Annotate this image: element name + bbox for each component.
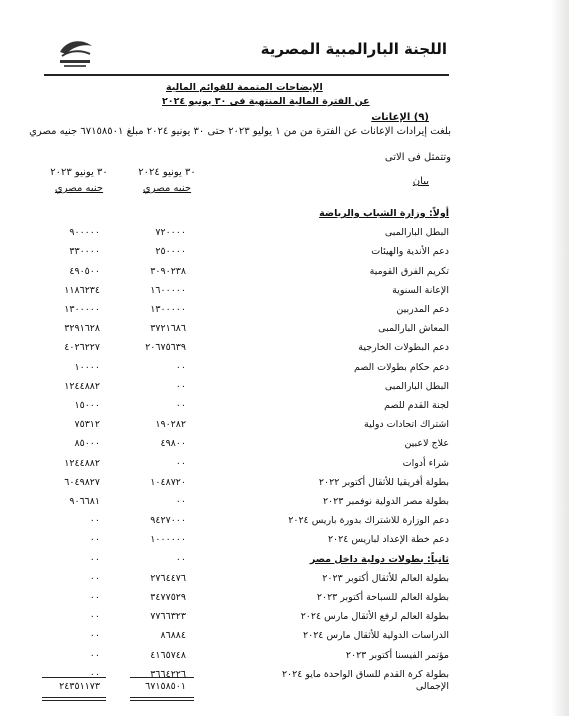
prior-period-unit: جنيه مصري: [54, 183, 104, 194]
current-value: ٢٧٦٤٤٧٦: [150, 572, 186, 584]
total-current-value: ٦٧١٥٨٥٠١: [145, 681, 186, 692]
row-label: شراء أدوات: [402, 457, 449, 469]
row-label: دعم حكام بطولات الصم: [354, 361, 449, 373]
prior-value: ١٣٠٠٠٠٠: [64, 304, 100, 315]
current-value: ٣٤٧٧٥٢٩: [150, 592, 186, 603]
row-label: مؤتمر الفيسنا أكتوبر ٢٠٢٣: [345, 649, 449, 661]
intro-text: بلغت إيرادات الإعانات عن الفترة من من ١ يوليو ٢٠٢٣ حتى ٣٠ يونيو ٢٠٢٤ مبلغ ٦٧١٥٨٥٠١ جنيه مصري: [29, 126, 451, 137]
row-label: البطل البارالمبى: [384, 227, 449, 239]
table-row: [0, 264, 569, 283]
header-divider: [44, 74, 449, 76]
prior-value: ٩٠٦٦٨١: [69, 496, 100, 507]
current-value: ٠٠: [175, 400, 186, 411]
current-period-unit: جنيه مصري: [142, 183, 192, 194]
table-row: [0, 436, 569, 455]
total-prior-value: ٢٤٣٥١١٧٣: [59, 681, 100, 692]
current-value: ٤١٦٥٧٤٨: [150, 649, 186, 661]
prior-value: ١٠٠٠٠: [74, 361, 100, 373]
row-label: المعاش البارالمبى: [378, 323, 449, 335]
table-row: [0, 648, 569, 667]
intro-text-continued: وتتمثل فى الاتى: [384, 152, 451, 163]
row-label: دعم خطة الإعداد لباريس ٢٠٢٤: [327, 534, 449, 546]
current-value: ١٠٠٠٠٠٠: [150, 534, 186, 546]
current-value: ٠٠: [175, 496, 186, 507]
current-value: ٢٠٦٧٥٦٣٩: [145, 342, 186, 354]
current-value: ٠٠: [175, 457, 186, 469]
row-label: البطل البارالمبى: [384, 380, 449, 392]
current-value: ٣٠٩٠٢٣٨: [150, 265, 186, 277]
description-column-header: بيان: [412, 176, 429, 187]
current-value: ٧٧٦٦٣٢٣: [150, 611, 186, 623]
table-row: [0, 456, 569, 475]
row-label: علاج لاعبين: [404, 438, 449, 450]
row-label: بطولة العالم لرفع الأثقال مارس ٢٠٢٤: [300, 611, 449, 623]
current-value: ٤٩٨٠٠: [160, 438, 186, 450]
row-label: دعم الوزارة للاشتراك بدورة باريس ٢٠٢٤: [288, 515, 449, 527]
total-label: الإجمالى: [415, 681, 449, 692]
table-row: [0, 628, 569, 647]
total-rule-current: [130, 677, 194, 678]
table-row: [0, 417, 569, 436]
table-row: [0, 532, 569, 551]
table-row: [0, 513, 569, 532]
row-label: دعم البطولات الخارجية: [358, 342, 449, 354]
prior-value: ١٥٠٠٠: [74, 400, 100, 411]
current-value: ٨٦٨٨٤: [160, 630, 186, 642]
row-label: لجنة القدم للصم: [384, 400, 449, 411]
row-label: دعم الأندية والهيئات: [371, 246, 449, 258]
prior-value: ٠٠: [89, 534, 100, 546]
table-row: [0, 340, 569, 359]
prior-value: ٠٠: [89, 572, 100, 584]
table-row: [0, 571, 569, 590]
prior-value: ٠٠: [89, 668, 100, 680]
current-value: ٧٢٠٠٠٠: [155, 227, 186, 239]
current-value: ١٠٤٨٧٢٠: [150, 476, 186, 488]
current-value: ٠٠: [175, 380, 186, 392]
table-row: [0, 398, 569, 417]
row-label: الدراسات الدولية للأثقال مارس ٢٠٢٤: [303, 630, 449, 642]
section-title: (٩) الإعانات: [371, 112, 429, 123]
total-rule-prior: [42, 677, 106, 678]
table-row: [0, 321, 569, 340]
row-label: دعم المدربين: [396, 304, 449, 315]
current-value: ٠٠: [175, 361, 186, 373]
current-value: ١٦٠٠٠٠٠: [150, 284, 186, 296]
row-label: بطولة العالم للأثقال أكتوبر ٢٠٢٣: [322, 572, 449, 584]
current-value: ١٩٠٢٨٢: [155, 419, 186, 431]
prior-value: ٤٩٠٥٠٠: [69, 265, 100, 277]
prior-value: ٧٥٣١٢: [74, 419, 100, 431]
table-row: [0, 609, 569, 628]
prior-value: ١١٨٦٢٣٤: [64, 284, 100, 296]
prior-value: ١٢٤٤٨٨٢: [64, 380, 100, 392]
current-value: ١٣٠٠٠٠٠: [150, 304, 186, 315]
table-row: [0, 379, 569, 398]
current-value: ٣٦٦٤٢٢٦: [150, 668, 186, 680]
total-underline-current-2: [130, 700, 194, 701]
prior-value: ٠٠: [89, 515, 100, 527]
prior-value: ٠٠: [89, 553, 100, 565]
total-underline-prior-1: [42, 697, 106, 698]
prior-value: ٦٠٤٩٨٢٧: [64, 476, 100, 488]
federation-logo-icon: [52, 34, 98, 74]
current-period-date: ٣٠ يونيو ٢٠٢٤: [138, 167, 196, 178]
table-row: [0, 283, 569, 302]
current-value: ٩٤٢٧٠٠٠: [150, 515, 186, 527]
prior-value: ٨٥٠٠٠: [74, 438, 100, 450]
statement-subtitle: الإيضاحات المتممة للقوائم المالية: [166, 82, 323, 93]
prior-value: ٠٠: [89, 592, 100, 603]
prior-value: ٩٠٠٠٠٠: [69, 227, 100, 239]
organization-title: اللجنة البارالمبية المصرية: [260, 40, 447, 58]
table-row: [0, 475, 569, 494]
prior-value: ٠٠: [89, 611, 100, 623]
table-row: [0, 244, 569, 263]
table-row: [0, 494, 569, 513]
row-label: ثانياً: بطولات دولية داخل مصر: [309, 553, 449, 565]
row-label: بطولة العالم للسباحة أكتوبر ٢٠٢٣: [316, 592, 449, 603]
section-heading-row: [0, 206, 569, 225]
table-row: [0, 590, 569, 609]
current-value: ٣٧٢١٦٨٦: [150, 323, 186, 335]
row-label: اشتراك اتحادات دولية: [363, 419, 449, 431]
table-row: [0, 225, 569, 244]
prior-value: ٠٠: [89, 630, 100, 642]
prior-period-date: ٣٠ يونيو ٢٠٢٣: [50, 167, 108, 178]
total-underline-current-1: [130, 697, 194, 698]
prior-value: ٠٠: [89, 649, 100, 661]
table-row: [0, 302, 569, 321]
prior-value: ٤٠٢٦٢٢٧: [64, 342, 100, 354]
period-subtitle: عن الفترة المالية المنتهية فى ٣٠ يونيو ٢٠٢٤: [162, 96, 370, 107]
row-label: أولاً: وزارة الشباب والرياضة: [319, 208, 449, 219]
prior-value: ٣٣٠٠٠٠: [69, 246, 100, 258]
row-label: الإعانة السنوية: [392, 284, 449, 296]
table-row: [0, 360, 569, 379]
row-label: تكريم الفرق القومية: [369, 265, 449, 277]
prior-value: ٣٢٩١٦٢٨: [64, 323, 100, 335]
current-value: ٢٥٠٠٠٠: [155, 246, 186, 258]
current-value: ٠٠: [175, 553, 186, 565]
row-label: بطولة أفريقيا للأثقال أكتوبر ٢٠٢٢: [318, 476, 449, 488]
prior-value: ١٢٤٤٨٨٢: [64, 457, 100, 469]
row-label: بطولة مصر الدولية نوفمبر ٢٠٢٣: [322, 496, 449, 507]
row-label: بطولة كرة القدم للساق الواحدة مايو ٢٠٢٤: [281, 668, 449, 680]
section-heading-row: [0, 552, 569, 571]
total-underline-prior-2: [42, 700, 106, 701]
total-row: [0, 679, 569, 698]
